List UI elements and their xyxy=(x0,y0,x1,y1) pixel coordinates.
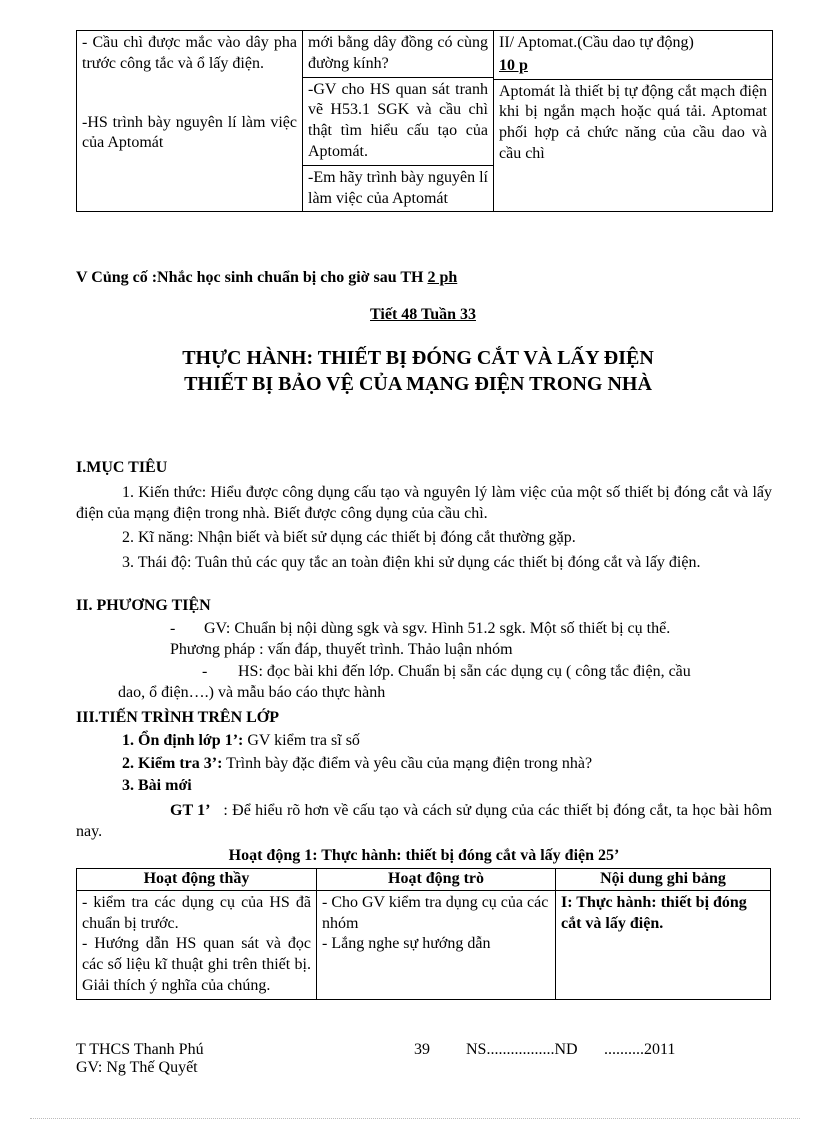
teacher-item: - kiểm tra các dụng cụ của HS đã chuẩn bị trước. xyxy=(82,893,311,932)
table1-col2-p3: -Em hãy trình bày nguyên lí làm việc của Aptomát xyxy=(308,168,488,207)
teacher-activity xyxy=(77,890,317,999)
footer xyxy=(76,1040,776,1080)
student-activity xyxy=(317,890,556,999)
table1-col1-p1: - Cầu chì được mắc vào dây pha trước công tắc và ổ lấy điện. xyxy=(82,34,297,72)
phuong-tien-heading: II. PHƯƠNG TIỆN xyxy=(76,597,211,614)
title-line-1: THỰC HÀNH: THIẾT BỊ ĐÓNG CẮT VÀ LẤY ĐIỆN xyxy=(182,347,654,369)
continuation-table xyxy=(76,30,773,212)
phuong-tien-gv xyxy=(76,619,772,640)
phuong-tien-section xyxy=(76,596,772,704)
lesson-code: Tiết 48 Tuần 33 xyxy=(370,306,476,323)
on-dinh xyxy=(76,731,772,752)
table1-col2-p2: -GV cho HS quan sát tranh vẽ H53.1 SGK và cầu chì thật tìm hiểu cấu tạo của Aptomát. xyxy=(303,78,493,166)
footer-year: ..........2011 xyxy=(604,1041,676,1058)
activity-table xyxy=(76,868,771,1000)
thai-do: 3. Thái độ: Tuân thủ các quy tắc an toàn điện khi sử dụng các thiết bị đóng cắt và lấy điện. xyxy=(122,554,701,572)
table1-col2-p1: mới bằng dây đồng có cùng đường kính? xyxy=(303,31,493,78)
gt-label: GT 1’ xyxy=(170,802,211,820)
footer-teacher: GV: Ng Thế Quyết xyxy=(76,1059,198,1076)
table1-col1-p2: -HS trình bày nguyên lí làm việc của Aptomát xyxy=(82,113,297,152)
cung-co-time: 2 ph xyxy=(427,269,458,286)
gt-text: : Để hiểu rõ hơn về cấu tạo và cách sử dụng của các thiết bị đóng cắt, ta học bài hôm nay. xyxy=(76,802,773,840)
aptomat-body: Aptomát là thiết bị tự động cắt mạch điện khi bị ngắn mạch hoặc quá tải. Aptomat phối hợp cả chức năng của cầu dao và cầu chì xyxy=(499,82,767,162)
aptomat-heading: II/ Aptomat.(Cầu dao tự động) xyxy=(499,34,694,51)
teacher-item: - Hướng dẫn HS quan sát và đọc các số liệu kĩ thuật ghi trên thiết bị. Giải thích ý nghĩa của chúng. xyxy=(82,935,311,994)
gv-prep: GV: Chuẩn bị nội dùng sgk và sgv. Hình 51.2 sgk. Một số thiết bị cụ thể. xyxy=(204,619,671,637)
header-student: Hoạt động trò xyxy=(317,869,556,891)
cung-co-text: V Củng cố :Nhắc học sinh chuẩn bị cho giờ sau TH xyxy=(76,269,424,286)
hoat-dong-1-title: Hoạt động 1: Thực hành: thiết bị đóng cắt và lấy điện 25’ xyxy=(228,847,620,864)
hs-prep: HS: đọc bài khi đến lớp. Chuẩn bị sẵn các dụng cụ ( công tắc điện, cầu xyxy=(238,663,691,681)
muc-tieu-section xyxy=(76,458,772,574)
kiem-tra xyxy=(76,754,772,775)
phuong-phap: Phương pháp : vấn đáp, thuyết trình. Thảo luận nhóm xyxy=(170,640,513,658)
table1-col1 xyxy=(77,31,303,212)
on-dinh-label: 1. Ổn định lớp 1’: xyxy=(122,731,244,749)
footer-ns-nd: NS.................ND xyxy=(466,1041,578,1058)
on-dinh-text: GV kiểm tra sĩ số xyxy=(247,731,360,749)
cung-co-line xyxy=(76,268,776,289)
tien-trinh-heading: III.TIẾN TRÌNH TRÊN LỚP xyxy=(76,709,280,726)
header-content: Nội dung ghi bảng xyxy=(556,869,771,891)
aptomat-time: 10 p xyxy=(494,56,772,80)
gioi-thieu xyxy=(76,801,772,843)
kiem-tra-text: Trình bày đặc điểm và yêu cầu của mạng điện trong nhà? xyxy=(226,754,593,772)
kien-thuc: 1. Kiến thức: Hiểu được công dụng cấu tạo và nguyên lý làm việc của một số thiết bị đóng cắt và lấy điện của mạng điện trong nhà. Biết được công dụng của cầu chì. xyxy=(76,483,772,522)
kiem-tra-label: 2. Kiểm tra 3’: xyxy=(122,754,223,772)
ki-nang: 2. Kĩ năng: Nhận biết và biết sử dụng các thiết bị đóng cắt thường gặp. xyxy=(122,529,576,547)
phuong-tien-hs xyxy=(76,662,772,683)
table-header-row xyxy=(77,869,771,891)
bullet-dash: - xyxy=(170,619,176,637)
header-teacher: Hoạt động thầy xyxy=(77,869,317,891)
lesson-title xyxy=(0,345,816,397)
bai-moi: 3. Bài mới xyxy=(122,777,192,795)
page-separator xyxy=(30,1118,800,1119)
board-content: I: Thực hành: thiết bị đóng cắt và lấy điện. xyxy=(556,890,771,999)
footer-page-number: 39 xyxy=(414,1041,430,1058)
hs-prep-cont: dao, ổ điện….) và mẫu báo cáo thực hành xyxy=(118,684,386,702)
table1-col2 xyxy=(303,31,494,212)
bullet-dash: - xyxy=(202,663,208,681)
student-item: - Cho GV kiểm tra dụng cụ của các nhóm xyxy=(322,893,549,932)
table1-col3 xyxy=(494,31,773,212)
muc-tieu-heading: I.MỤC TIÊU xyxy=(76,459,168,476)
footer-school: T THCS Thanh Phú xyxy=(76,1041,204,1058)
table-row xyxy=(77,890,771,999)
student-item: - Lắng nghe sự hướng dẫn xyxy=(322,935,491,953)
tien-trinh-section xyxy=(76,708,772,843)
title-line-2: THIẾT BỊ BẢO VỆ CỦA MẠNG ĐIỆN TRONG NHÀ xyxy=(184,373,652,395)
